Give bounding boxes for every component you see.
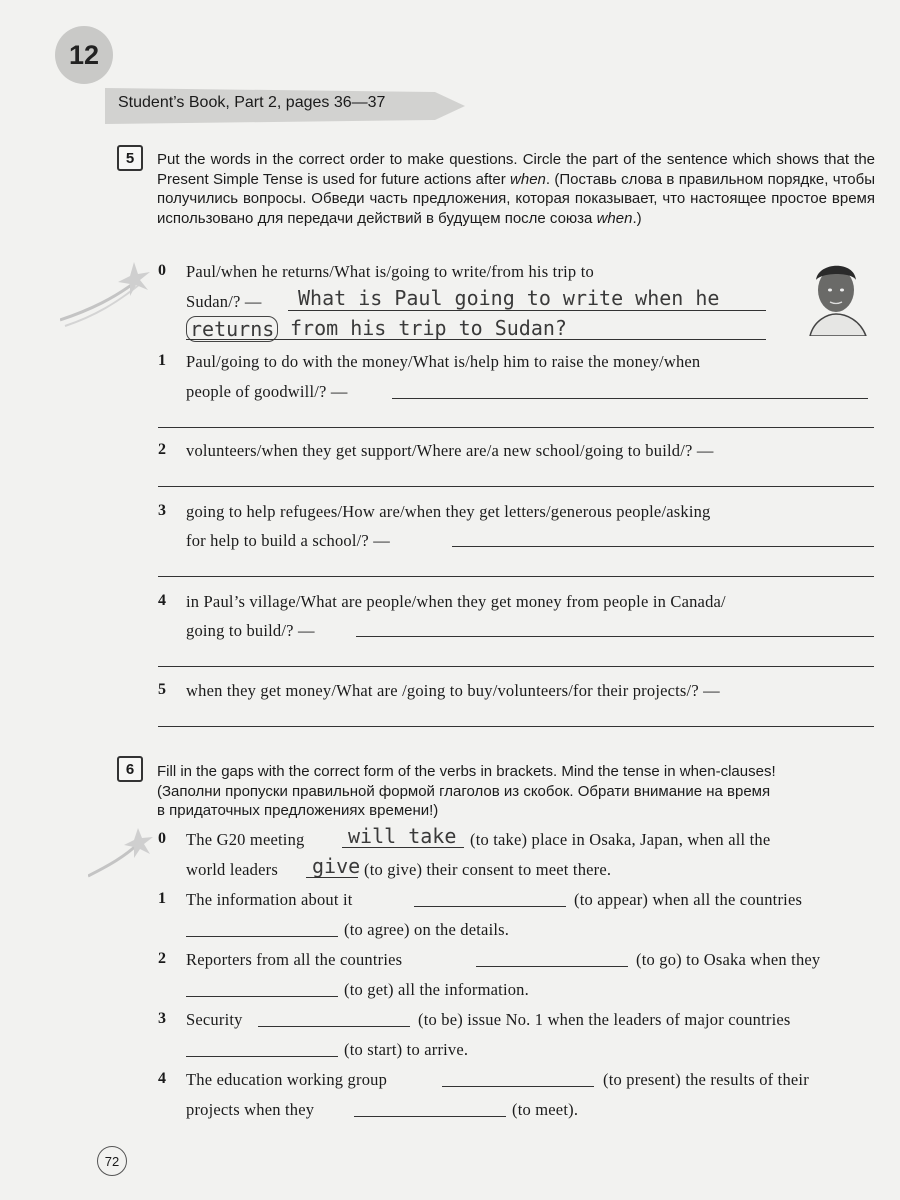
answer-line[interactable] [442, 1086, 594, 1087]
item-number: 3 [158, 502, 166, 519]
item-text: people of goodwill/? — [186, 382, 348, 401]
item-text: The information about it [186, 890, 353, 909]
item-number: 2 [158, 441, 166, 458]
item-number: 1 [158, 352, 166, 369]
item-text: (to meet). [512, 1100, 579, 1119]
item-number: 3 [158, 1010, 166, 1027]
circled-answer-part: returns [186, 316, 278, 342]
answer-line[interactable] [158, 726, 874, 727]
answer-line[interactable] [186, 996, 338, 997]
star-decoration-icon [60, 258, 155, 338]
item-text: (to agree) on the details. [344, 920, 510, 939]
book-reference: Student’s Book, Part 2, pages 36—37 [118, 94, 386, 111]
answer-line[interactable] [354, 1116, 506, 1117]
answer-line[interactable] [158, 486, 874, 487]
item-text: projects when they [186, 1100, 315, 1119]
item-text: (to go) to Osaka when they [636, 950, 821, 969]
exercise5-instruction: Put the words in the correct order to make questions. Circle the part of the sentence which shows that the Present Simple Tense is used for future actions after when. (Поставь слова в правильном порядке, чтобы получились вопросы. Обведи часть предложения, которая показывает, что настоящее простое время использовано для передачи действий в будущем после союза when.) [157, 151, 875, 227]
item-text: (to get) all the information. [344, 980, 529, 999]
item-text: going to help refugees/How are/when they get letters/generous people/asking [186, 502, 711, 521]
item-text: (to be) issue No. 1 when the leaders of major countries [418, 1010, 791, 1029]
item-number: 1 [158, 890, 166, 907]
item-text: (to take) place in Osaka, Japan, when all the [470, 830, 771, 849]
item-text: Reporters from all the countries [186, 950, 403, 969]
item-text: in Paul’s village/What are people/when they get money from people in Canada/ [186, 592, 726, 611]
item-number: 0 [158, 830, 166, 847]
item-text: Paul/going to do with the money/What is/help him to raise the money/when [186, 352, 701, 371]
item-text: for help to build a school/? — [186, 531, 390, 550]
item-number: 2 [158, 950, 166, 967]
handwritten-answer: will take [348, 824, 457, 848]
item-number: 4 [158, 1070, 166, 1087]
item-number: 4 [158, 592, 166, 609]
item-text: (to present) the results of their [603, 1070, 809, 1089]
answer-line [186, 339, 766, 340]
handwritten-answer: from his trip to Sudan? [290, 316, 567, 340]
item-text: (to start) to arrive. [344, 1040, 469, 1059]
item-text: Paul/when he returns/What is/going to write/from his trip to [186, 262, 594, 281]
handwritten-answer: give [312, 854, 361, 878]
answer-line[interactable] [452, 546, 874, 547]
answer-line[interactable] [158, 576, 874, 577]
exercise6-instruction: Fill in the gaps with the correct form of the verbs in brackets. Mind the tense in when-clauses! (Заполни пропуски правильной формой глаголов из скобок. Обрати внимание на время в придаточных предложениях времени!) [157, 763, 776, 819]
exercise-number-5: 5 [117, 145, 143, 171]
answer-line[interactable] [186, 936, 338, 937]
paul-portrait-icon [800, 258, 872, 336]
item-text: world leaders [186, 860, 278, 879]
exercise-number-6: 6 [117, 756, 143, 782]
answer-line [288, 310, 766, 311]
page-number: 72 [97, 1146, 127, 1176]
answer-line[interactable] [186, 1056, 338, 1057]
item-text: volunteers/when they get support/Where are/a new school/going to build/? — [186, 441, 714, 460]
item-text: The education working group [186, 1070, 388, 1089]
answer-line[interactable] [158, 666, 874, 667]
item-text: The G20 meeting [186, 830, 305, 849]
item-text: when they get money/What are /going to buy/volunteers/for their projects/? — [186, 681, 720, 700]
unit-number-badge: 12 [55, 26, 113, 84]
answer-line[interactable] [392, 398, 868, 399]
item-text: Security [186, 1010, 243, 1029]
item-text: (to appear) when all the countries [574, 890, 803, 909]
item-number: 0 [158, 262, 166, 279]
item-text: going to build/? — [186, 621, 315, 640]
star-decoration-icon [88, 826, 158, 886]
item-text: Sudan/? — [186, 292, 262, 311]
answer-line[interactable] [356, 636, 874, 637]
answer-line[interactable] [158, 427, 874, 428]
handwritten-answer: What is Paul going to write when he [298, 286, 720, 310]
answer-line[interactable] [258, 1026, 410, 1027]
answer-line[interactable] [414, 906, 566, 907]
item-text: (to give) their consent to meet there. [364, 860, 612, 879]
answer-line [306, 877, 358, 878]
answer-line[interactable] [476, 966, 628, 967]
item-number: 5 [158, 681, 166, 698]
answer-line [342, 847, 464, 848]
